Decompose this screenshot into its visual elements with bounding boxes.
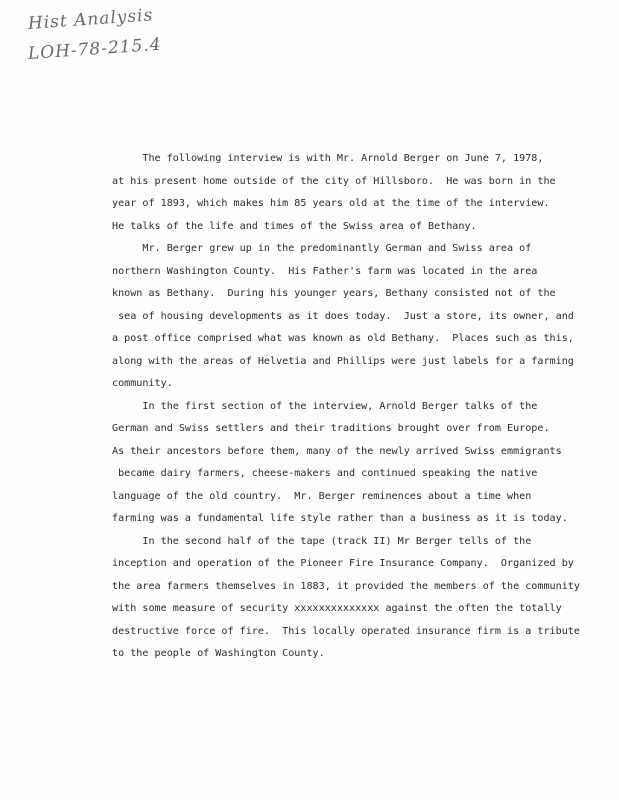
text-line: destructive force of fire. This locally operated insurance firm is a tribute	[112, 625, 580, 637]
text-line: became dairy farmers, cheese-makers and continued speaking the native	[112, 468, 538, 479]
text-line: sea of housing developments as it does today. Just a store, its owner, and	[112, 310, 574, 322]
text-line: In the first section of the interview, Arnold Berger talks of the	[112, 400, 538, 412]
text-line: at his present home outside of the city of Hillsboro. He was born in the	[112, 175, 556, 187]
typed-body	[112, 148, 582, 666]
text-line: Mr. Berger grew up in the predominantly German and Swiss area of	[112, 243, 532, 254]
text-line: northern Washington County. His Father's farm was located in the area	[112, 265, 538, 277]
text-line: As their ancestors before them, many of the newly arrived Swiss emmigrants	[112, 445, 562, 457]
text-line: In the second half of the tape (track II) Mr Berger tells of the	[112, 535, 532, 547]
text-line: year of 1893, which makes him 85 years old at the time of the interview.	[112, 198, 550, 209]
text-line: language of the old country. Mr. Berger reminences about a time when	[112, 490, 532, 502]
text-line: the area farmers themselves in 1883, it provided the members of the community	[112, 580, 580, 592]
text-line: German and Swiss settlers and their traditions brought over from Europe.	[112, 423, 550, 434]
text-line: to the people of Washington County.	[112, 648, 325, 659]
handwritten-title: Hist Analysis	[27, 5, 154, 34]
text-line: community.	[112, 378, 173, 389]
handwritten-catalog-number: LOH-78-215.4	[27, 34, 163, 64]
text-line: inception and operation of the Pioneer Fire Insurance Company. Organized by	[112, 558, 574, 569]
text-line: with some measure of security xxxxxxxxxxxxxx against the often the totally	[112, 603, 562, 614]
text-line: known as Bethany. During his younger years, Bethany consisted not of the	[112, 288, 556, 299]
text-line: farming was a fundamental life style rather than a business as it is today.	[112, 513, 568, 524]
text-line: a post office comprised what was known as old Bethany. Places such as this,	[112, 333, 574, 344]
text-line: The following interview is with Mr. Arnold Berger on June 7, 1978,	[112, 153, 544, 164]
text-line: He talks of the life and times of the Swiss area of Bethany.	[112, 220, 477, 232]
text-line: along with the areas of Helvetia and Phillips were just labels for a farming	[112, 355, 574, 367]
